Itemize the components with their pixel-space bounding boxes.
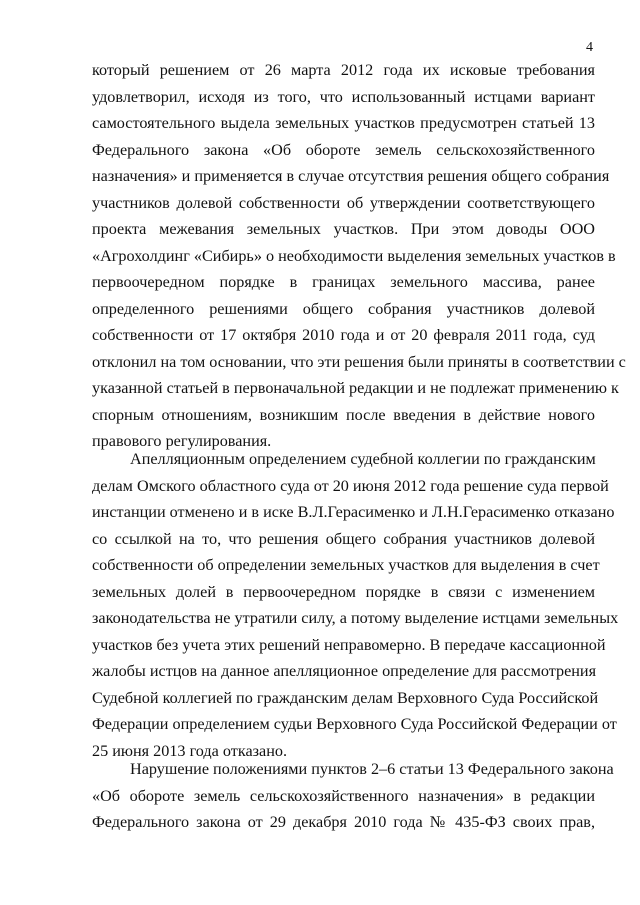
text-line: жалобы истцов на данное апелляционное определение для рассмотрения [92,662,597,680]
text-line: участков без учета этих решений неправомерно. В передаче кассационной [92,635,606,654]
text-line: который решением от 26 марта 2012 года их исковые требования [92,61,595,79]
text-line: Федерального закона «Об обороте земель сельскохозяйственного [92,140,595,159]
paragraph-1 [92,57,626,455]
page-number: 4 [586,40,593,55]
text-line: «Об обороте земель сельскохозяйственного назначения» в редакции [92,786,595,805]
text-line: назначения» и применяется в случае отсутствия решения общего собрания [92,167,610,185]
text-line: самостоятельного выдела земельных участков предусмотрен статьей 13 [92,114,595,132]
text-line: Нарушение положениями пунктов 2–6 статьи 13 Федерального закона [130,760,614,778]
text-line: Федерального закона от 29 декабря 2010 года № 435-ФЗ своих прав, [92,813,595,831]
text-line: законодательства не утратили силу, а потому выделение истцами земельных [92,609,619,627]
text-line: делам Омского областного суда от 20 июня 2012 года решение суда первой [92,476,609,495]
text-line: определенного решениями общего собрания участников долевой [92,299,595,318]
text-line: первоочередном порядке в границах земельного массива, ранее [92,273,595,291]
text-line: 25 июня 2013 года отказано. [92,741,288,760]
text-line: спорным отношениям, возникшим после введения в действие нового [92,405,595,424]
text-line: указанной статьей в первоначальной редакции и не подлежат применению к [92,379,619,397]
text-line: земельных долей в первоочередном порядке в связи с изменением [92,582,595,601]
text-line: Судебной коллегией по гражданским делам Верховного Суда Российской [92,688,599,707]
text-line: со ссылкой на то, что решения общего собрания участников долевой [92,529,595,548]
text-line: «Агрохолдинг «Сибирь» о необходимости выделения земельных участков в [92,246,616,265]
text-line: собственности об определении земельных участков для выделения в счет [92,556,600,574]
text-line: инстанции отменено и в иске В.Л.Герасименко и Л.Н.Герасименко отказано [92,503,615,521]
paragraph-2 [92,446,619,764]
text-line: проекта межевания земельных участков. При этом доводы ООО [92,220,595,238]
text-line: участников долевой собственности об утверждении соответствующего [92,193,595,212]
text-line: отклонил на том основании, что эти решения были приняты в соответствии с [92,352,626,371]
text-line: Апелляционным определением судебной коллегии по гражданским [130,450,596,468]
text-line: собственности от 17 октября 2010 года и от 20 февраля 2011 года, суд [92,326,595,344]
text-line: Федерации определением судьи Верховного Суда Российской Федерации от [92,715,617,733]
text-line: удовлетворил, исходя из того, что использованный истцами вариант [92,87,595,106]
text-line: правового регулирования. [92,432,272,450]
paragraph-3 [92,756,614,836]
